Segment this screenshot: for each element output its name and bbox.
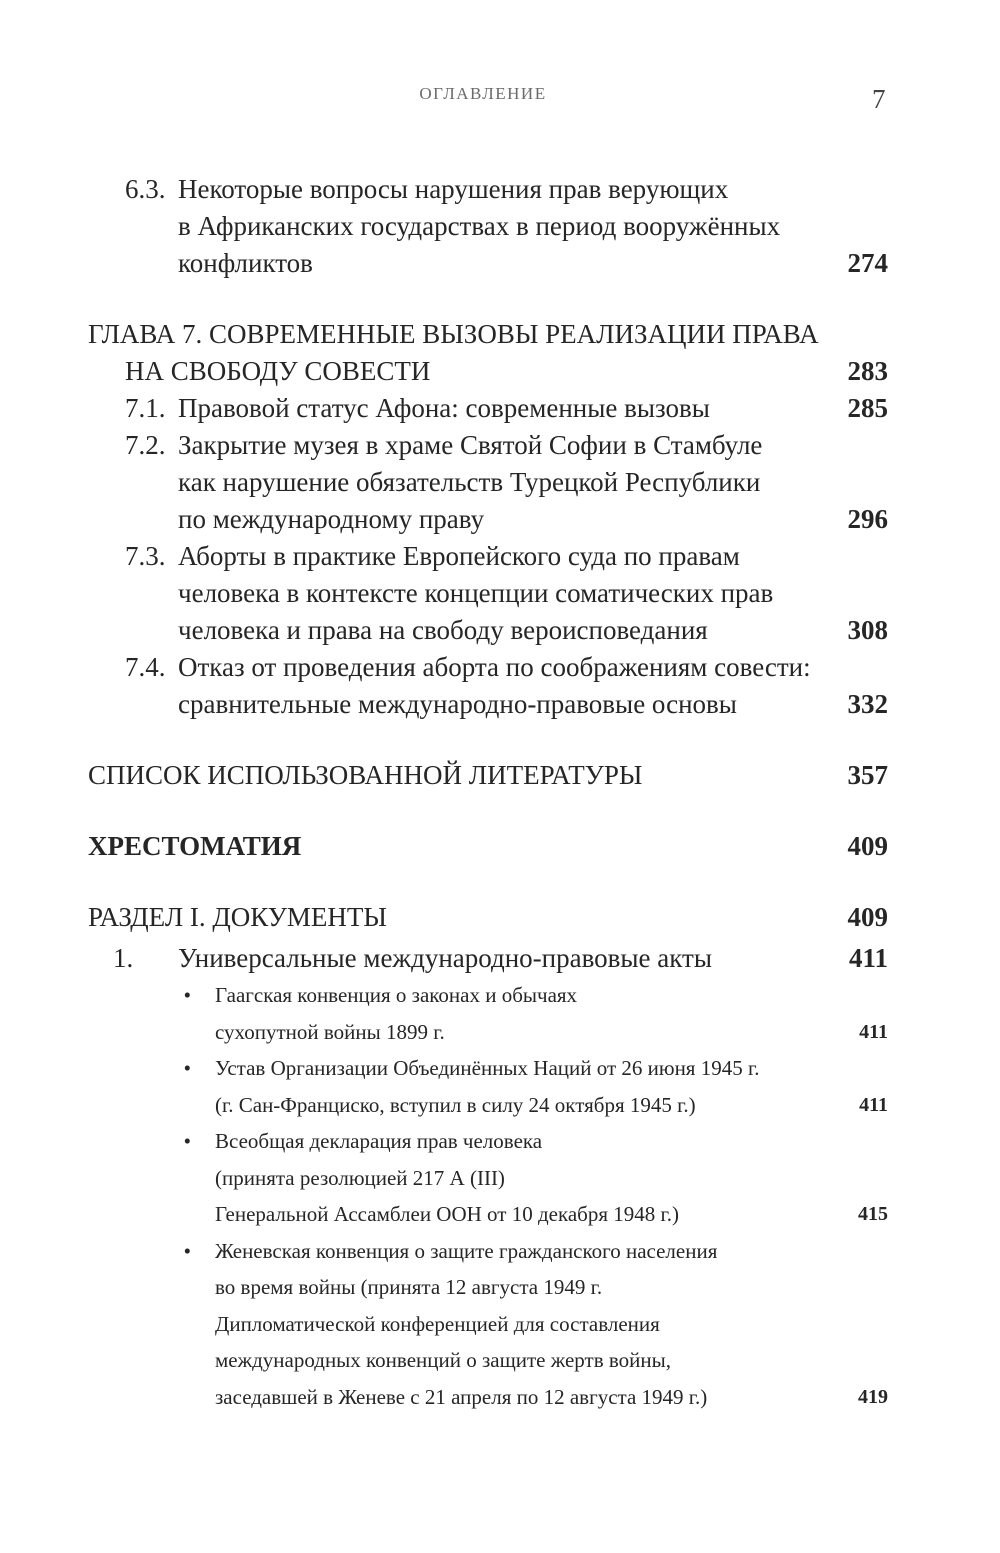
entry-line: Некоторые вопросы нарушения прав верующих — [178, 174, 729, 204]
entry-line: Генеральной Ассамблеи ООН от 10 декабря 1948 г.) — [215, 1202, 679, 1226]
entry-line: Закрытие музея в храме Святой Софии в Стамбуле — [178, 430, 763, 460]
toc-bullet-item — [88, 1233, 888, 1416]
toc-bullet-item — [88, 977, 888, 1050]
entry-number: 7.2. — [125, 430, 166, 460]
entry-line: Гаагская конвенция о законах и обычаях — [215, 983, 578, 1007]
entry-number: 7.1. — [125, 393, 166, 423]
table-of-contents — [88, 171, 888, 1415]
entry-page: 357 — [847, 760, 888, 790]
entry-line: ХРЕСТОМАТИЯ — [88, 831, 302, 861]
entry-line: Устав Организации Объединённых Наций от 26 июня 1945 г. — [215, 1056, 760, 1080]
toc-chapter-7 — [88, 316, 888, 390]
toc-entry-7-4 — [88, 649, 888, 723]
entry-line: сухопутной войны 1899 г. — [215, 1019, 445, 1044]
entry-line: Правовой статус Афона: современные вызовы — [178, 393, 710, 423]
bullet-icon: • — [183, 983, 191, 1007]
entry-line: человека и права на свободу вероисповедания — [178, 615, 708, 645]
entry-line: международных конвенций о защите жертв войны, — [215, 1348, 671, 1372]
entry-page: 409 — [847, 902, 888, 932]
entry-number: 6.3. — [125, 174, 166, 204]
entry-line: по международному праву — [178, 504, 485, 534]
entry-line: Универсальные международно-правовые акты — [178, 943, 712, 973]
entry-line: как нарушение обязательств Турецкой Республики — [178, 467, 761, 497]
toc-entry-1 — [88, 940, 888, 977]
bullet-icon: • — [183, 1129, 191, 1153]
entry-page: 308 — [847, 615, 888, 645]
toc-bullet-item — [88, 1050, 888, 1123]
entry-page: 285 — [847, 393, 888, 423]
toc-entry-6-3 — [88, 171, 888, 282]
toc-entry-7-1 — [88, 390, 888, 427]
entry-line: ГЛАВА 7. СОВРЕМЕННЫЕ ВЫЗОВЫ РЕАЛИЗАЦИИ ПРАВА — [88, 319, 819, 349]
entry-line: Женевская конвенция о защите гражданского населения — [215, 1238, 718, 1263]
entry-page: 419 — [858, 1385, 888, 1408]
entry-page: 411 — [859, 1020, 888, 1043]
toc-entry-7-3 — [88, 538, 888, 649]
entry-line: РАЗДЕЛ I. ДОКУМЕНТЫ — [88, 902, 387, 932]
entry-page: 296 — [847, 504, 888, 534]
entry-line: НА СВОБОДУ СОВЕСТИ — [125, 356, 431, 386]
running-header: ОГЛАВЛЕНИЕ — [419, 84, 547, 103]
entry-page: 332 — [847, 689, 888, 719]
entry-line: конфликтов — [178, 248, 313, 278]
entry-page: 411 — [859, 1093, 888, 1116]
entry-number: 7.4. — [125, 652, 166, 682]
entry-line: Отказ от проведения аборта по соображениям совести: — [178, 652, 811, 682]
bullet-icon: • — [183, 1238, 191, 1263]
entry-line: во время войны (принята 12 августа 1949 г. — [215, 1275, 603, 1299]
entry-number: 1. — [113, 943, 134, 973]
entry-line: Дипломатической конференцией для составления — [215, 1311, 660, 1336]
entry-page: 274 — [847, 248, 888, 278]
entry-line: заседавшей в Женеве с 21 апреля по 12 августа 1949 г.) — [215, 1384, 708, 1409]
toc-reader — [88, 828, 888, 865]
entry-page: 409 — [847, 831, 888, 861]
entry-line: в Африканских государствах в период вооружённых — [178, 211, 781, 241]
entry-number: 7.3. — [125, 541, 166, 571]
toc-bibliography — [88, 757, 888, 794]
entry-line: сравнительные международно-правовые основы — [178, 689, 737, 719]
entry-page: 415 — [858, 1203, 888, 1225]
entry-line: (г. Сан-Франциско, вступил в силу 24 октября 1945 г.) — [215, 1092, 696, 1117]
entry-line: (принята резолюцией 217 А (III) — [215, 1165, 505, 1190]
toc-bullet-item — [88, 1123, 888, 1233]
entry-line: человека в контексте концепции соматических прав — [178, 578, 774, 608]
entry-line: Всеобщая декларация прав человека — [215, 1129, 543, 1153]
page-number: 7 — [872, 84, 886, 114]
entry-line: СПИСОК ИСПОЛЬЗОВАННОЙ ЛИТЕРАТУРЫ — [88, 760, 643, 790]
entry-line: Аборты в практике Европейского суда по правам — [178, 541, 740, 571]
entry-page: 411 — [848, 943, 888, 973]
bullet-icon: • — [183, 1056, 191, 1080]
toc-section-1 — [88, 899, 888, 936]
entry-page: 283 — [847, 356, 888, 386]
toc-entry-7-2 — [88, 427, 888, 538]
